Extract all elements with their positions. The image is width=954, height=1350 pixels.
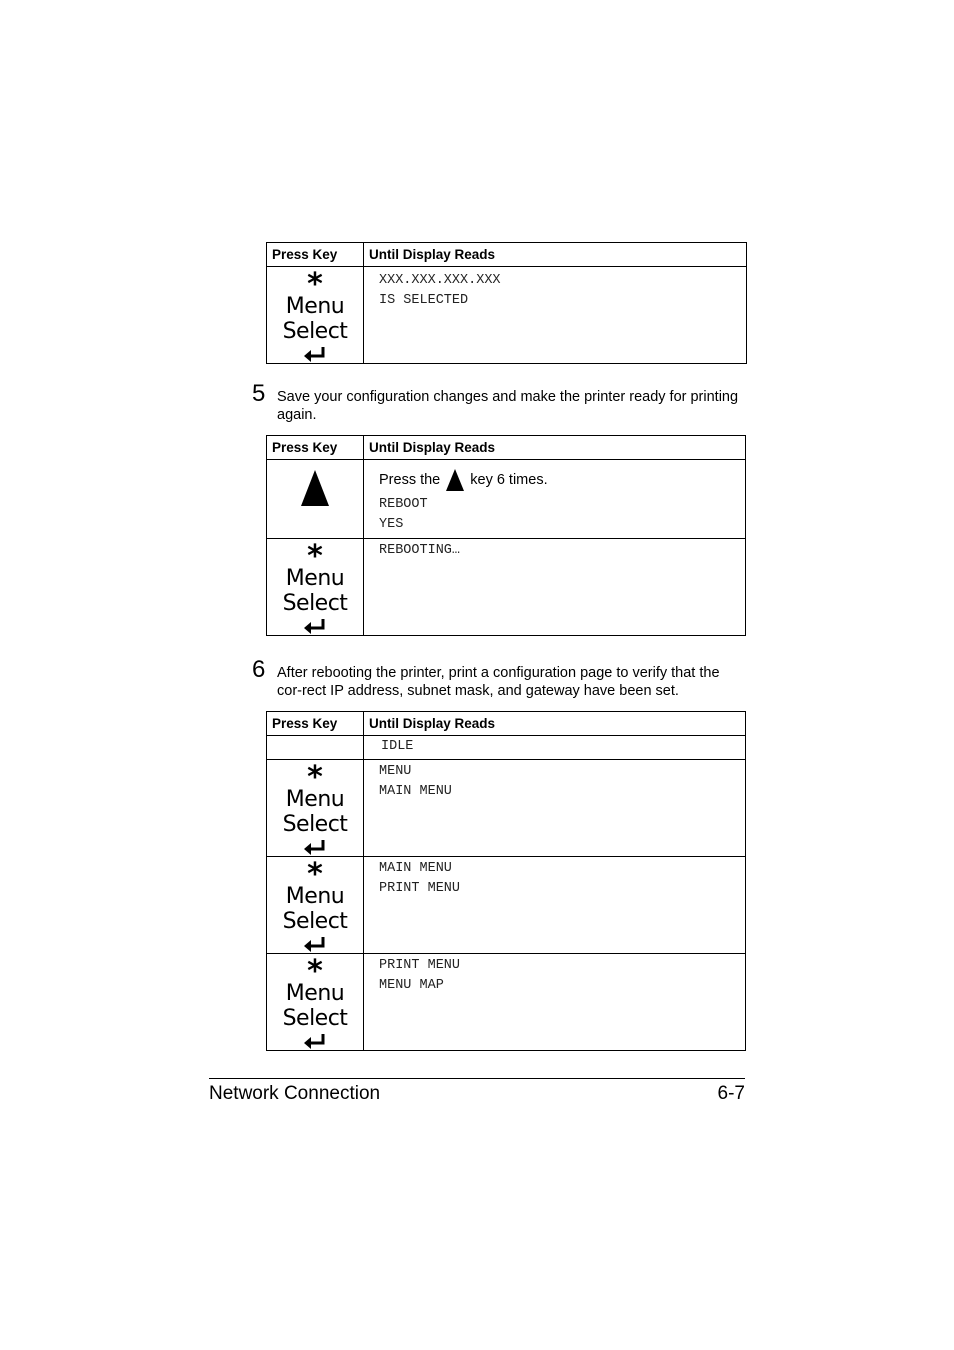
menu-select-key-cell [267,539,364,636]
menu-select-key-icon [267,760,363,855]
footer-divider [209,1078,745,1079]
select-label: Select [282,909,348,934]
display-cell [364,857,746,954]
display-line: YES [379,516,404,532]
select-label: Select [282,1006,348,1031]
star-icon: * [307,954,323,989]
menu-select-key-cell [267,267,364,364]
press-text-before: Press the [379,472,441,488]
display-line: XXX.XXX.XXX.XXX [379,273,501,288]
footer-section-title: Network Connection [209,1083,381,1104]
display-cell [364,460,746,539]
select-label: Select [282,591,348,616]
up-key-cell [267,460,364,539]
enter-arrow-icon [303,346,327,362]
display-line: IDLE [381,739,414,754]
menu-select-key-cell [267,857,364,954]
header-until-display-reads: Until Display Reads [364,712,746,736]
footer-page-number: 6-7 [717,1083,745,1104]
star-icon: * [307,857,323,892]
display-line: MAIN MENU [379,861,452,876]
step-number: 6 [252,656,266,683]
enter-arrow-icon [303,936,327,952]
star-icon: * [307,760,323,795]
display-cell [364,267,747,364]
header-until-display-reads: Until Display Reads [364,436,746,460]
display-cell [364,760,746,857]
display-line: MENU [379,764,412,779]
display-cell [364,539,746,636]
display-line: PRINT MENU [379,958,461,973]
step-text: Save your configuration changes and make the printer ready for printing again. [277,389,739,423]
menu-label: Menu [285,787,345,812]
star-icon: * [307,267,323,302]
up-triangle-icon [446,469,464,491]
key-table-2 [266,435,746,636]
display-line: IS SELECTED [379,292,469,308]
enter-arrow-icon [303,1033,327,1049]
header-until-display-reads: Until Display Reads [364,243,747,267]
menu-select-key-icon [267,267,363,362]
menu-select-key-cell [267,954,364,1051]
step-number: 5 [252,380,266,407]
key-table-3 [266,711,746,1051]
header-press-key: Press Key [267,712,364,736]
menu-select-key-icon [267,539,363,634]
display-line: MENU MAP [379,977,444,993]
display-line: PRINT MENU [379,880,461,896]
menu-label: Menu [285,566,345,591]
step-text: After rebooting the printer, print a configuration page to verify that the cor-rect IP address, subnet mask, and gateway have been set. [277,665,720,699]
display-line: REBOOT [379,497,428,512]
menu-select-key-cell [267,760,364,857]
display-cell [364,954,746,1051]
header-press-key: Press Key [267,436,364,460]
menu-select-key-icon [267,954,363,1049]
press-text-after: key 6 times. [470,472,548,488]
display-cell [364,736,746,760]
menu-label: Menu [285,981,345,1006]
enter-arrow-icon [303,618,327,634]
star-icon: * [307,539,323,574]
menu-label: Menu [285,884,345,909]
empty-key-cell [267,736,364,760]
display-line: MAIN MENU [379,783,452,799]
select-label: Select [282,812,348,837]
up-triangle-key-icon [301,470,329,506]
header-press-key: Press Key [267,243,364,267]
display-line: REBOOTING… [379,543,461,558]
key-table-1 [266,242,747,364]
enter-arrow-icon [303,839,327,855]
menu-select-key-icon [267,857,363,952]
press-instruction [379,469,745,491]
menu-label: Menu [285,294,345,319]
select-label: Select [282,319,348,344]
